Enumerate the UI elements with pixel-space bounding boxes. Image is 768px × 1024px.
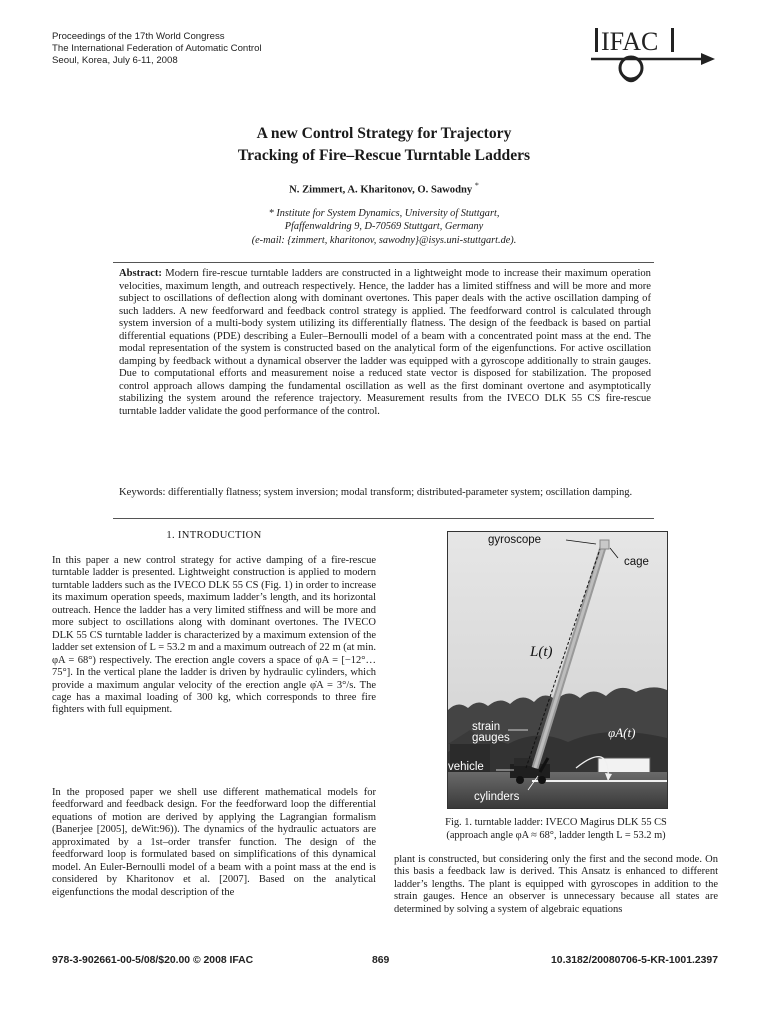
caption-line: Fig. 1. turntable ladder: IVECO Magirus DLK 55 CS xyxy=(445,817,667,828)
label-gyroscope: gyroscope xyxy=(488,534,542,546)
right-column-text: plant is constructed, but considering only the first and the second mode. On this basis a feedback law is derived. This Ansatz is enhanced to different ladder’s lengths. The plant is equipped with gyroscopes in addition to the strain gauges. Hence an observer is unnecessary because all states are determined by solving a system of algebraic equations xyxy=(394,854,718,915)
label-vehicle: vehicle xyxy=(448,761,484,773)
intro-paragraph-2: In the proposed paper we shell use different mathematical models for feedforward and feedback design. For the feedforward loop the differential equations of motion are derived by applying the Lagrangian formalism (Banerjee [2005], deWit:96)). The dynamics of the hydraulic actuators are approximated by a 1st–order transfer function. The design of the feedforward loop is formulated based on simplifications of this dynamical model. An Euler-Bernoulli model of a beam with a point mass at the end is considered by Kharitonov et al. [2007]. Based on the analytical eigenfunctions the modal description of the xyxy=(52,787,376,898)
label-cage: cage xyxy=(624,556,649,568)
author-names: N. Zimmert, A. Kharitonov, O. Sawodny xyxy=(289,184,473,196)
ifac-logo xyxy=(589,24,719,88)
intro-paragraph-1: In this paper a new control strategy for active damping of a fire-rescue turntable ladder is presented. Lightweight construction is applied to modern turntable ladders such as the IVECO DLK 55 CS (Fig. 1) in order to increase its maximum operation speeds, maximum ladder’s length, and its horizontal outreach. Hence the ladder has a very limited stiffness and will be more and more subject to oscillations along with dominant overtones. The IVECO DLK 55 CS turntable ladder is characterized by a maximum extension of the ladder set extension of L = 53.2 m and a maximum outreach of 22 m (at min. φA = 68°) respectively. The erection angle covers a space of φA = [−12°…75°]. In the vertical plane the ladder is driven by hydraulic cylinders, which provide a maximum angular velocity of the erection angle φ̇A = 3°/s. The cage has a maximal loading of 300 kg, which corresponds to three fire fighters with full equipment. xyxy=(52,555,376,716)
proceedings-line: The International Federation of Automatic Control xyxy=(52,43,262,54)
figure-caption xyxy=(394,816,718,842)
keywords: Keywords: differentially flatness; system inversion; modal transform; distributed-parameter system; oscillation damping. xyxy=(119,487,633,498)
proceedings-line: Seoul, Korea, July 6-11, 2008 xyxy=(52,55,178,66)
affiliation-line: Pfaffenwaldring 9, D-70569 Stuttgart, Germany xyxy=(284,221,484,233)
caption-line: (approach angle φA ≈ 68°, ladder length L = 53.2 m) xyxy=(446,830,666,841)
ifac-logo-text: IFAC xyxy=(601,27,659,56)
title-line: Tracking of Fire–Rescue Turntable Ladders xyxy=(237,147,531,164)
figure-ladder-photo xyxy=(447,531,668,809)
page-footer xyxy=(52,955,718,969)
footer-isbn: 978-3-902661-00-5/08/$20.00 © 2008 IFAC xyxy=(52,955,254,966)
abstract-label: Abstract: xyxy=(119,268,162,279)
author-mark: * xyxy=(474,181,479,190)
label-length: L(t) xyxy=(530,644,553,660)
keywords-bottom-rule xyxy=(113,518,654,519)
footer-doi: 10.3182/20080706-5-KR-1001.2397 xyxy=(551,955,718,966)
footer-page-number: 869 xyxy=(372,955,390,966)
abstract-text: Modern fire-rescue turntable ladders are constructed in a lightweight mode to increase their maximum operation velocities, maximum length, and outreach respectively. Hence, the ladder has a limited stiffness and will be more and more subject to oscillations of deflection along with dominant overtones. This paper deals with the active oscillation damping of such ladders. A new feedforward and feedback control strategy is applied. The feedforward control is calculated through system inversion of a multi-body system utilizing its differentially flatness. The design of the feedback is based on partial differential equations (PDE) describing a Euler–Bernoulli model of a beam with a concentrated point mass at the end. The modal representation of the system is constructed based on the analytical form of the eigenfunctions. For active oscillation damping by feedback without a dynamical observer the ladder was equipped with a gyroscope additionally to strain gauges. Due to computational efforts and measurement noise a reduced state vector is disposed for stabilization. The proposed control approach allows damping the fundamental oscillation as well as the first dominant overtone and asymptotically stabilizing the system around the reference trajectory. Measurement results from the IVECO DLK 55 CS fire-rescue turntable ladder validate the good performance of the control. xyxy=(119,268,651,418)
label-strain: strain xyxy=(472,721,501,733)
label-angle: φA(t) xyxy=(608,725,636,740)
affiliation-line: * Institute for System Dynamics, University of Stuttgart, xyxy=(268,208,500,219)
title-line: A new Control Strategy for Trajectory xyxy=(256,125,512,142)
abstract xyxy=(119,268,651,419)
affiliation-line: (e-mail: {zimmert, kharitonov, sawodny}@isys.uni-stuttgart.de). xyxy=(251,234,517,246)
proceedings-header xyxy=(52,31,352,67)
section-heading: 1. INTRODUCTION xyxy=(166,530,262,541)
label-cylinders: cylinders xyxy=(474,791,520,803)
abstract-top-rule xyxy=(113,262,654,263)
proceedings-line: Proceedings of the 17th World Congress xyxy=(52,31,225,42)
authors xyxy=(100,179,668,198)
paper-title xyxy=(100,123,668,167)
label-gauges: gauges xyxy=(472,732,510,744)
affiliation xyxy=(100,207,668,247)
